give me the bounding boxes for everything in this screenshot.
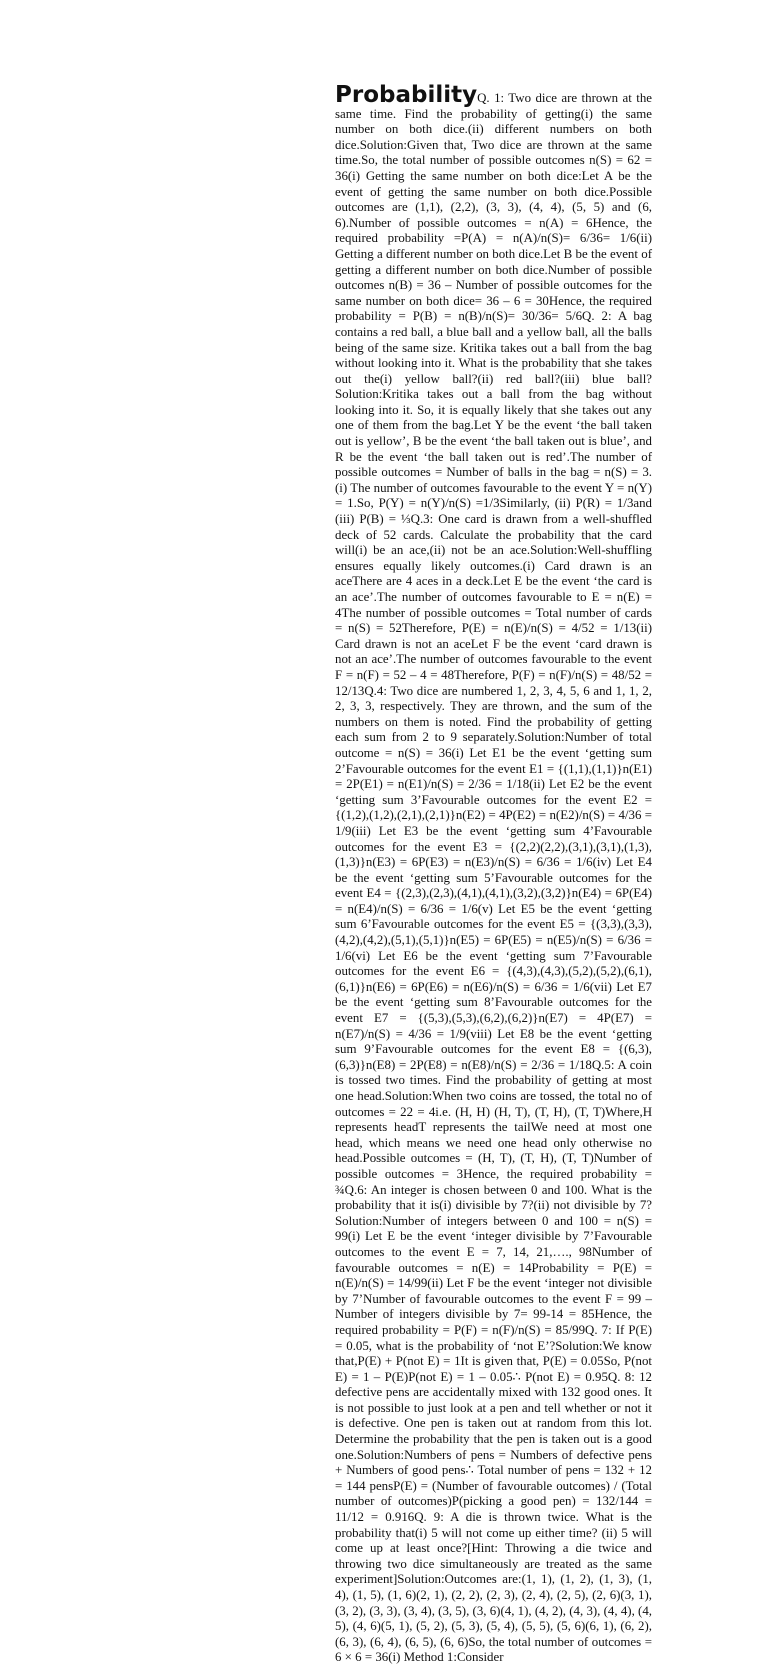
document-text-block	[116, 82, 652, 1666]
document-page	[116, 82, 652, 1665]
document-title: Probability	[335, 82, 478, 108]
document-body: Q. 1: Two dice are thrown at the same time. Find the probability of getting(i) the same number on both dice.(ii) different numbers on both dice.Solution:Given that, Two dice are thrown at the same time.So, the total number of possible outcomes n(S) = 62 = 36(i) Getting the same number on both dice:Let A be the event of getting the same number on both dice.Possible outcomes are (1,1), (2,2), (3, 3), (4, 4), (5, 5) and (6, 6).Number of possible outcomes = n(A) = 6Hence, the required probability =P(A) = n(A)/n(S)= 6/36= 1/6(ii) Getting a different number on both dice.Let B be the event of getting a different number on both dice.Number of possible outcomes n(B) = 36 – Number of possible outcomes for the same number on both dice= 36 – 6 = 30Hence, the required probability = P(B) = n(B)/n(S)= 30/36= 5/6Q. 2: A bag contains a red ball, a blue ball and a yellow ball, all the balls being of the same size. Kritika takes out a ball from the bag without looking into it. What is the probability that she takes out the(i) yellow ball?(ii) red ball?(iii) blue ball?Solution:Kritika takes out a ball from the bag without looking into it. So, it is equally likely that she takes out any one of them from the bag.Let Y be the event ‘the ball taken out is yellow’, B be the event ‘the ball taken out is blue’, and R be the event ‘the ball taken out is red’.The number of possible outcomes = Number of balls in the bag = n(S) = 3.(i) The number of outcomes favourable to the event Y = n(Y) = 1.So, P(Y) = n(Y)/n(S) =1/3Similarly, (ii) P(R) = 1/3and (iii) P(B) = ⅓Q.3: One card is drawn from a well-shuffled deck of 52 cards. Calculate the probability that the card will(i) be an ace,(ii) not be an ace.Solution:Well-shuffling ensures equally likely outcomes.(i) Card drawn is an aceThere are 4 aces in a deck.Let E be the event ‘the card is an ace’.The number of outcomes favourable to E = n(E) = 4The number of possible outcomes = Total number of cards = n(S) = 52Therefore, P(E) = n(E)/n(S) = 4/52 = 1/13(ii) Card drawn is not an aceLet F be the event ‘card drawn is not an ace’.The number of outcomes favourable to the event F = n(F) = 52 – 4 = 48Therefore, P(F) = n(F)/n(S) = 48/52 = 12/13Q.4: Two dice are numbered 1, 2, 3, 4, 5, 6 and 1, 1, 2, 2, 3, 3, respectively. They are thrown, and the sum of the numbers on them is noted. Find the probability of getting each sum from 2 to 9 separately.Solution:Number of total outcome = n(S) = 36(i) Let E1 be the event ‘getting sum 2’Favourable outcomes for the event E1 = {(1,1),(1,1)}n(E1) = 2P(E1) = n(E1)/n(S) = 2/36 = 1/18(ii) Let E2 be the event ‘getting sum 3’Favourable outcomes for the event E2 = {(1,2),(1,2),(2,1),(2,1)}n(E2) = 4P(E2) = n(E2)/n(S) = 4/36 = 1/9(iii) Let E3 be the event ‘getting sum 4’Favourable outcomes for the event E3 = {(2,2)(2,2),(3,1),(3,1),(1,3),(1,3)}n(E3) = 6P(E3) = n(E3)/n(S) = 6/36 = 1/6(iv) Let E4 be the event ‘getting sum 5’Favourable outcomes for the event E4 = {(2,3),(2,3),(4,1),(4,1),(3,2),(3,2)}n(E4) = 6P(E4) = n(E4)/n(S) = 6/36 = 1/6(v) Let E5 be the event ‘getting sum 6’Favourable outcomes for the event E5 = {(3,3),(3,3),(4,2),(4,2),(5,1),(5,1)}n(E5) = 6P(E5) = n(E5)/n(S) = 6/36 = 1/6(vi) Let E6 be the event ‘getting sum 7’Favourable outcomes for the event E6 = {(4,3),(4,3),(5,2),(5,2),(6,1),(6,1)}n(E6) = 6P(E6) = n(E6)/n(S) = 6/36 = 1/6(vii) Let E7 be the event ‘getting sum 8’Favourable outcomes for the event E7 = {(5,3),(5,3),(6,2),(6,2)}n(E7) = 4P(E7) = n(E7)/n(S) = 4/36 = 1/9(viii) Let E8 be the event ‘getting sum 9’Favourable outcomes for the event E8 = {(6,3),(6,3)}n(E8) = 2P(E8) = n(E8)/n(S) = 2/36 = 1/18Q.5: A coin is tossed two times. Find the probability of getting at most one head.Solution:When two coins are tossed, the total no of outcomes = 22 = 4i.e. (H, H) (H, T), (T, H), (T, T)Where,H represents headT represents the tailWe need at most one head, which means we need one head only otherwise no head.Possible outcomes = (H, T), (T, H), (T, T)Number of possible outcomes = 3Hence, the required probability = ¾Q.6: An integer is chosen between 0 and 100. What is the probability that it is(i) divisible by 7?(ii) not divisible by 7?Solution:Number of integers between 0 and 100 = n(S) = 99(i) Let E be the event ‘integer divisible by 7’Favourable outcomes to the event E = 7, 14, 21,…., 98Number of favourable outcomes = n(E) = 14Probability = P(E) = n(E)/n(S) = 14/99(ii) Let F be the event ‘integer not divisible by 7’Number of favourable outcomes to the event F = 99 – Number of integers divisible by 7= 99-14 = 85Hence, the required probability = P(F) = n(F)/n(S) = 85/99Q. 7: If P(E) = 0.05, what is the probability of ‘not E’?Solution:We know that,P(E) + P(not E) = 1It is given that, P(E) = 0.05So, P(not E) = 1 – P(E)P(not E) = 1 – 0.05∴ P(not E) = 0.95Q. 8: 12 defective pens are accidentally mixed with 132 good ones. It is not possible to just look at a pen and tell whether or not it is defective. One pen is taken out at random from this lot. Determine the probability that the pen is taken out is a good one.Solution:Numbers of pens = Numbers of defective pens + Numbers of good pens∴ Total number of pens = 132 + 12 = 144 pensP(E) = (Number of favourable outcomes) / (Total number of outcomes)P(picking a good pen) = 132/144 = 11/12 = 0.916Q. 9: A die is thrown twice. What is the probability that(i) 5 will not come up either time? (ii) 5 will come up at least once?[Hint: Throwing a die twice and throwing two dice simultaneously are treated as the same experiment]Solution:Outcomes are:(1, 1), (1, 2), (1, 3), (1, 4), (1, 5), (1, 6)(2, 1), (2, 2), (2, 3), (2, 4), (2, 5), (2, 6)(3, 1), (3, 2), (3, 3), (3, 4), (3, 5), (3, 6)(4, 1), (4, 2), (4, 3), (4, 4), (4, 5), (4, 6)(5, 1), (5, 2), (5, 3), (5, 4), (5, 5), (5, 6)(6, 1), (6, 2), (6, 3), (6, 4), (6, 5), (6, 6)So, the total number of outcomes = 6 × 6 = 36(i) Method 1:Consider	[335, 91, 652, 1665]
